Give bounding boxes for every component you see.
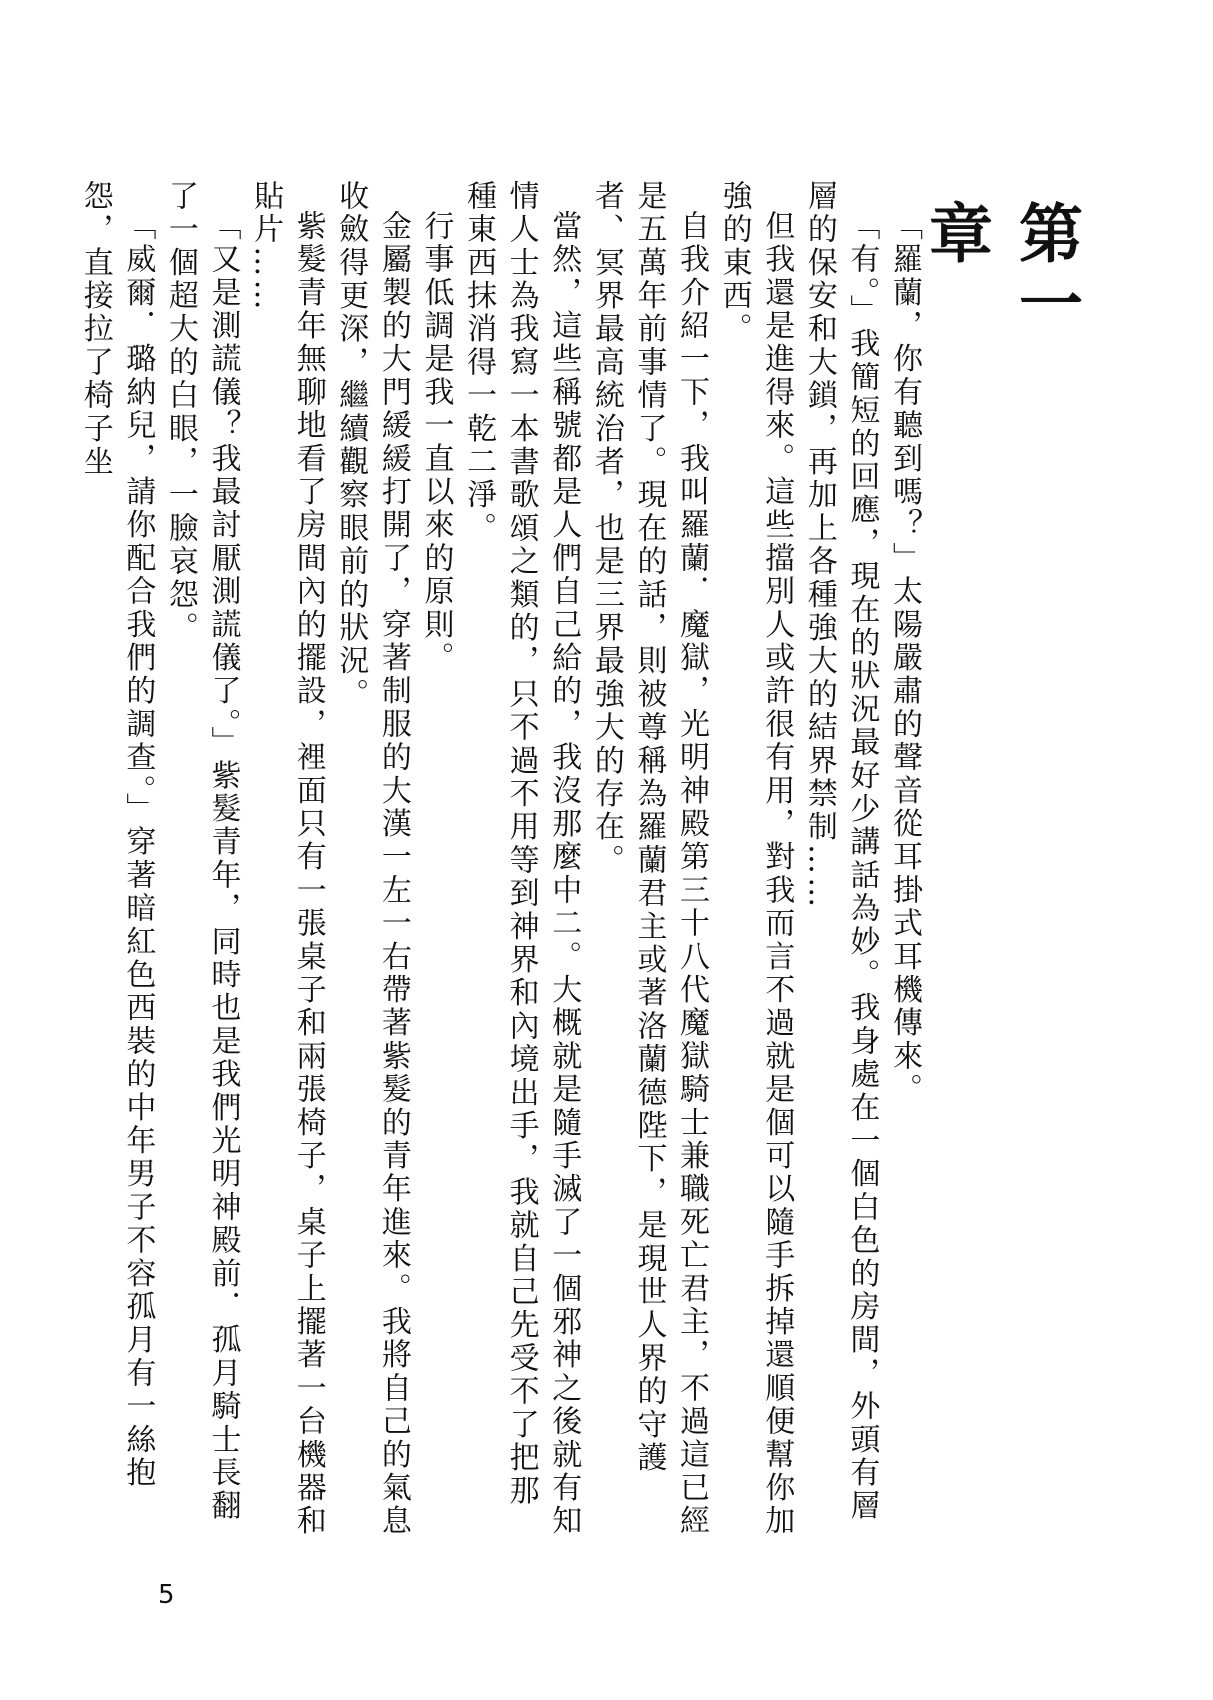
paragraph: 當然，這些稱號都是人們自己給的，我沒那麼中二。大概就是隨手滅了一個邪神之後就有知情人士為我寫一本書歌頌之類的，只不過不用等到神界和內境出手，我就自己先受不了把那種東西抹消得一乾二淨。 xyxy=(461,180,582,1538)
paragraph: 自我介紹一下，我叫羅蘭．魔獄，光明神殿第三十八代魔獄騎士兼職死亡君主，不過這已經是五萬年前事情了。現在的話，則被尊稱為羅蘭君主或著洛蘭德陛下，是現世人界的守護者、冥界最高統治者，也是三界最強大的存在。 xyxy=(588,180,710,1538)
paragraph: 但我還是進得來。這些擋別人或許很有用，對我而言不過就是個可以隨手拆掉還順便幫你加強的東西。 xyxy=(716,180,795,1538)
page-number: 5 xyxy=(158,1580,175,1610)
paragraph: 「有。」我簡短的回應，現在的狀況最好少講話為妙。我身處在一個白色的房間，外頭有層層的保安和大鎖，再加上各種強大的結界禁制…… xyxy=(801,180,880,1523)
paragraph: 「又是測謊儀？我最討厭測謊儀了。」紫髮青年，同時也是我們光明神殿前．孤月騎士長翻了一個超大的白眼，一臉哀怨。 xyxy=(162,180,241,1523)
paragraph: 「威爾．璐納兒，請你配合我們的調查。」穿著暗紅色西裝的中年男子不容孤月有一絲抱怨，直接拉了椅子坐 xyxy=(77,180,156,1490)
paragraph: 金屬製的大門緩緩打開了，穿著制服的大漢一左一右帶著紫髮的青年進來。我將自己的氣息收斂得更深，繼續觀察眼前的狀況。 xyxy=(333,180,411,1538)
paragraph: 「羅蘭，你有聽到嗎？」太陽嚴肅的聲音從耳掛式耳機傳來。 xyxy=(887,210,922,1107)
paragraph: 行事低調是我一直以來的原則。 xyxy=(418,210,454,675)
paragraph: 紫髮青年無聊地看了房間內的擺設，裡面只有一張桌子和兩張椅子，桌子上擺著一台機器和貼片…… xyxy=(248,180,326,1538)
body-text xyxy=(77,180,925,1540)
chapter-title: 第一章 xyxy=(918,200,1082,340)
